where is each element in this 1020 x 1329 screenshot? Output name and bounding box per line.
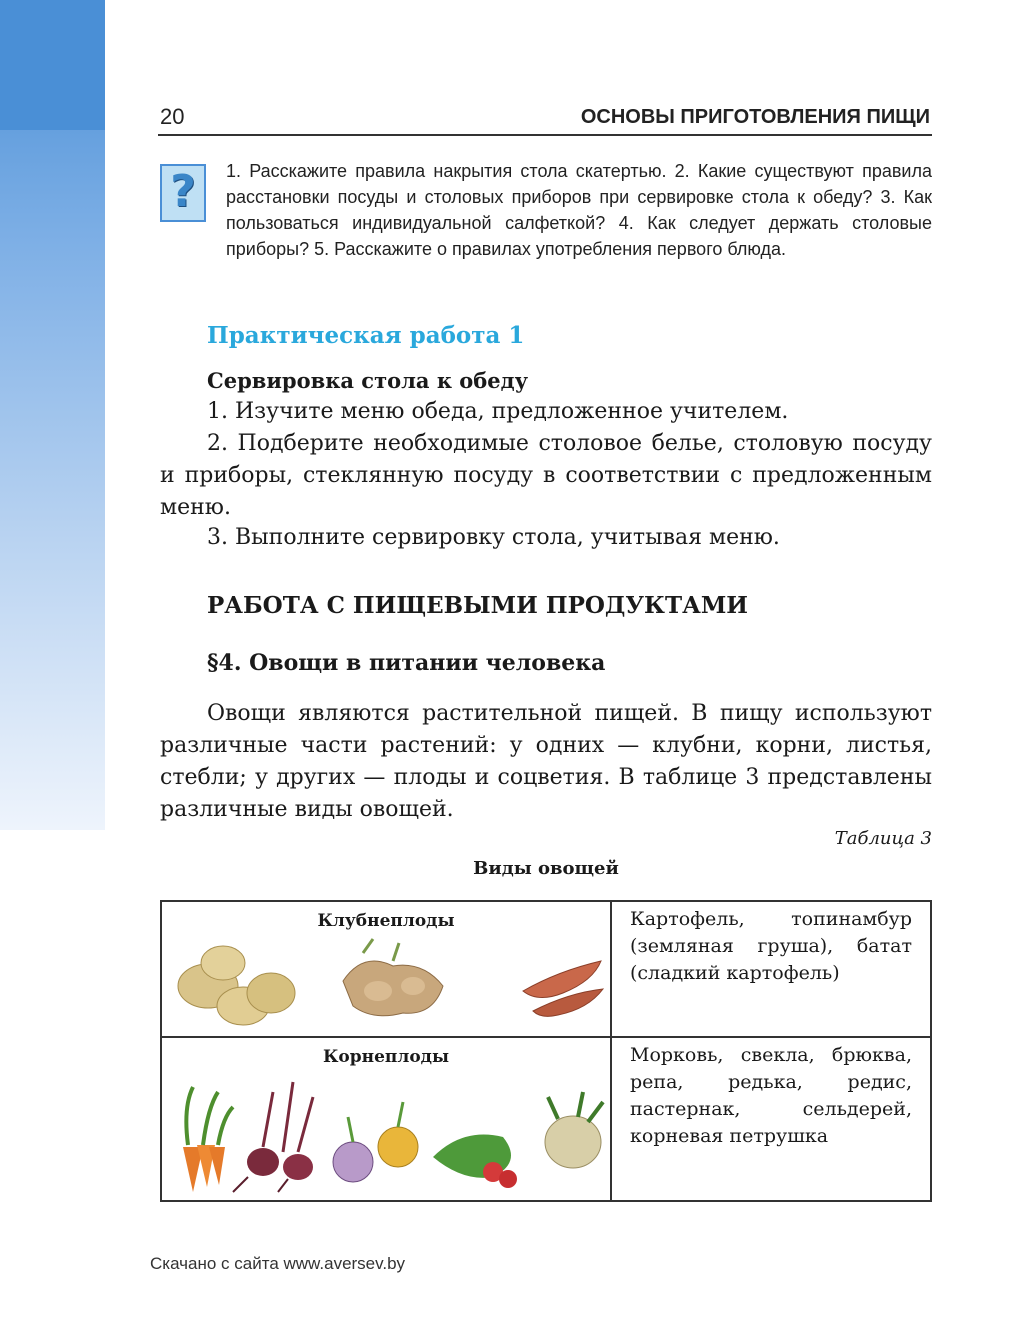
chapter-title: ОСНОВЫ ПРИГОТОВЛЕНИЯ ПИЩИ [580,106,930,128]
section-title: РАБОТА С ПИЩЕВЫМИ ПРОДУКТАМИ [207,592,749,619]
radish-icon [433,1135,517,1189]
practical-work-subtitle: Сервировка стола к обеду [207,368,529,393]
practical-step-1: 1. Изучите меню обеда, предложенное учителем. [207,399,789,424]
table-row [161,901,931,1037]
jerusalem-artichoke-icon [343,939,443,1016]
root-vegetables-illustration [163,1067,609,1195]
table-label: Таблица 3 [834,828,932,849]
tuber-vegetables-illustration [163,931,609,1031]
potato-icon [178,946,295,1025]
question-mark-icon: ? [160,164,206,222]
practical-step-3: 3. Выполните сервировку стола, учитывая меню. [207,525,780,550]
category-label: Клубнеплоды [317,911,455,931]
practical-step-2: 2. Подберите необходимые столовое белье, столовую посуду и приборы, стеклянную посуду в соответствии с предложенным меню. [160,431,932,520]
table-title: Виды овощей [473,858,619,879]
page-number: 20 [160,104,185,129]
beet-icon [233,1082,313,1192]
table-row [161,1037,931,1201]
table-text-cell: Морковь, свекла, брюква, репа, редька, редис, пастернак, сельдерей, корневая петрушка [611,1037,931,1201]
carrot-icon [183,1087,233,1192]
sweet-potato-icon [523,961,603,1016]
side-decoration [0,0,105,830]
table-image-cell [161,901,611,1037]
category-label: Корнеплоды [322,1047,450,1067]
turnip-icon [333,1102,418,1182]
review-questions: 1. Расскажите правила накрытия стола скатертью. 2. Какие существуют правила расстановки посуды и столовых приборов при сервировке стола к обеду? 3. Как пользоваться индивидуальной салфеткой? 4. Как следует держать столовые приборы? 5. Расскажите о правилах употребления первого блюда. [226,161,932,259]
table-text-cell: Картофель, топинамбур (земляная груша), батат (сладкий картофель) [611,901,931,1037]
header-divider [158,134,932,136]
paragraph-text: Овощи являются растительной пищей. В пищу используют различные части растений: у одних — клубни, корни, листья, стебли; у других — плоды и соцветия. В таблице 3 представлены различные виды овощей. [160,701,932,822]
paragraph-title: §4. Овощи в питании человека [207,650,606,676]
celeriac-icon [545,1092,603,1168]
table-image-cell [161,1037,611,1201]
vegetables-table [160,900,932,1202]
footer-source: Скачано с сайта www.aversev.by [150,1254,406,1273]
practical-work-title: Практическая работа 1 [207,322,525,349]
